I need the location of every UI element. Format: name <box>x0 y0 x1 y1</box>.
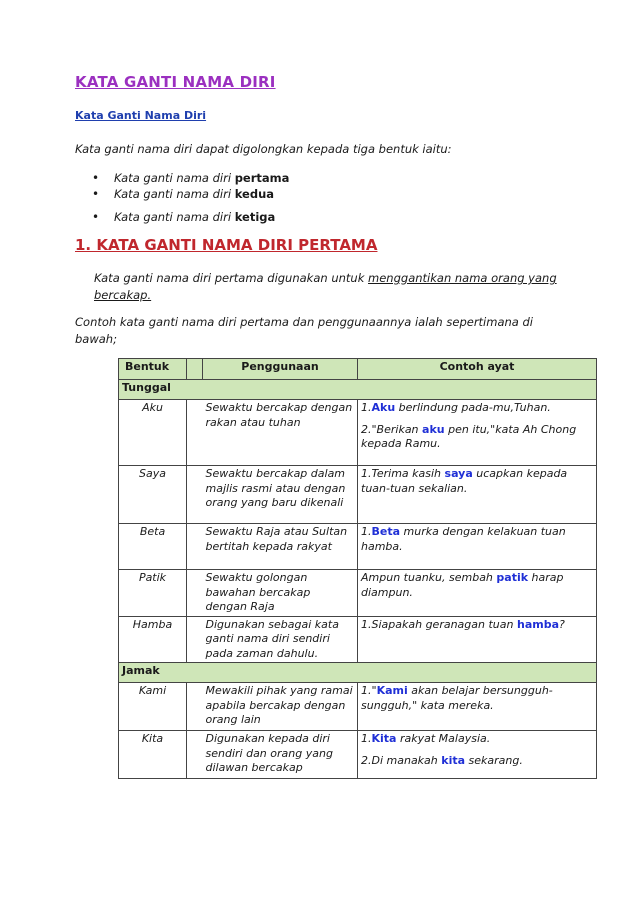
cell-contoh <box>358 400 597 466</box>
table-row <box>119 466 597 524</box>
cell-bentuk: Kami <box>119 683 187 731</box>
example-text: pen itu,"kata Ah Chong kepada Ramu. <box>361 422 577 450</box>
example-text: ? <box>559 617 565 631</box>
bullet-prefix: Kata ganti nama diri <box>114 210 235 224</box>
highlight-word: patik <box>496 571 529 584</box>
example-text: harap diampun. <box>361 571 564 599</box>
desc-underlined: menggantikan nama orang yang <box>368 271 557 285</box>
cell-bentuk: Saya <box>119 466 187 524</box>
subtitle-link[interactable]: Kata Ganti Nama Diri <box>75 109 207 122</box>
example-text: sekarang. <box>465 753 523 767</box>
header-penggunaan: Penggunaan <box>203 359 358 380</box>
example-text: 1. <box>361 525 372 538</box>
table-header-row <box>119 359 597 380</box>
group-row-jamak <box>119 663 597 683</box>
header-bentuk: Bentuk <box>119 359 187 380</box>
bullet-icon: • <box>92 171 100 185</box>
cell-penggunaan: Mewakili pihak yang ramai apabila bercakap dengan orang lain <box>203 683 358 731</box>
highlight-word: kita <box>441 753 466 767</box>
example-text: akan belajar bersungguh-sungguh," kata mereka. <box>361 684 553 712</box>
cell-penggunaan: Sewaktu bercakap dalam majlis rasmi atau dengan orang yang baru dikenali <box>203 466 358 524</box>
bullet-icon: • <box>92 187 100 201</box>
cell-contoh <box>358 466 597 524</box>
highlight-word: Aku <box>371 401 396 414</box>
cell-contoh <box>358 524 597 570</box>
cell-contoh <box>358 683 597 731</box>
highlight-word: Kami <box>376 684 408 697</box>
table-row <box>119 616 597 663</box>
group-row-tunggal <box>119 380 597 400</box>
example-text: 1.Siapakah geranagan tuan <box>361 617 517 631</box>
example-text: 1. <box>361 732 372 745</box>
bullet-bold: pertama <box>234 171 290 185</box>
intro-text: Kata ganti nama diri dapat digolongkan kepada tiga bentuk iaitu: <box>75 142 452 156</box>
highlight-word: Beta <box>371 525 401 538</box>
bullet-bold: kedua <box>234 187 275 201</box>
table-row <box>119 683 597 731</box>
highlight-word: saya <box>444 467 473 480</box>
cell-contoh <box>358 616 597 663</box>
header-contoh: Contoh ayat <box>358 359 597 380</box>
cell-bentuk: Patik <box>119 570 187 617</box>
highlight-word: Kita <box>371 732 397 745</box>
cell-penggunaan: Sewaktu golongan bawahan bercakap dengan Raja <box>203 570 358 617</box>
table-row <box>119 570 597 617</box>
cell-bentuk: Beta <box>119 524 187 570</box>
bullet-icon: • <box>92 210 100 224</box>
group-label: Jamak <box>119 663 597 683</box>
cell-bentuk: Aku <box>119 400 187 466</box>
cell-penggunaan: Digunakan sebagai kata ganti nama diri sendiri pada zaman dahulu. <box>203 616 358 663</box>
section-heading: 1. KATA GANTI NAMA DIRI PERTAMA <box>75 236 378 254</box>
example-text: Ampun tuanku, sembah <box>361 571 497 584</box>
example-text: ucapkan kepada tuan-tuan sekalian. <box>361 467 568 495</box>
cell-penggunaan: Sewaktu bercakap dengan rakan atau tuhan <box>203 400 358 466</box>
section-description <box>94 270 574 304</box>
cell-penggunaan: Digunakan kepada diri sendiri dan orang yang dilawan bercakap <box>203 731 358 779</box>
desc-underlined-2: bercakap. <box>94 288 152 302</box>
bullet-prefix: Kata ganti nama diri <box>114 187 235 201</box>
highlight-word: hamba <box>517 617 560 631</box>
cell-bentuk: Hamba <box>119 616 187 663</box>
cell-contoh <box>358 570 597 617</box>
cell-penggunaan: Sewaktu Raja atau Sultan bertitah kepada rakyat <box>203 524 358 570</box>
example-text: 1." <box>361 684 377 697</box>
group-label: Tunggal <box>119 380 597 400</box>
example-text: 1.Terima kasih <box>361 467 445 480</box>
table-row <box>119 731 597 779</box>
example-text: rakyat Malaysia. <box>396 732 491 745</box>
example-text: murka dengan kelakuan tuan hamba. <box>361 525 566 553</box>
contoh-text: Contoh kata ganti nama diri pertama dan penggunaannya ialah sepertimana di bawah; <box>75 315 533 346</box>
table-row <box>119 400 597 466</box>
cell-contoh <box>358 731 597 779</box>
page-title: KATA GANTI NAMA DIRI <box>75 73 276 91</box>
table-row <box>119 524 597 570</box>
desc-plain: Kata ganti nama diri pertama digunakan untuk <box>94 271 369 285</box>
example-text: 2.Di manakah <box>361 753 442 767</box>
cell-bentuk: Kita <box>119 731 187 779</box>
example-text: 1. <box>361 401 372 414</box>
bullet-bold: ketiga <box>234 210 276 224</box>
example-text: 2."Berikan <box>361 422 423 436</box>
bullet-prefix: Kata ganti nama diri <box>114 171 235 185</box>
pronoun-table <box>118 358 597 779</box>
example-text: berlindung pada-mu,Tuhan. <box>395 401 551 414</box>
highlight-word: aku <box>422 422 445 436</box>
